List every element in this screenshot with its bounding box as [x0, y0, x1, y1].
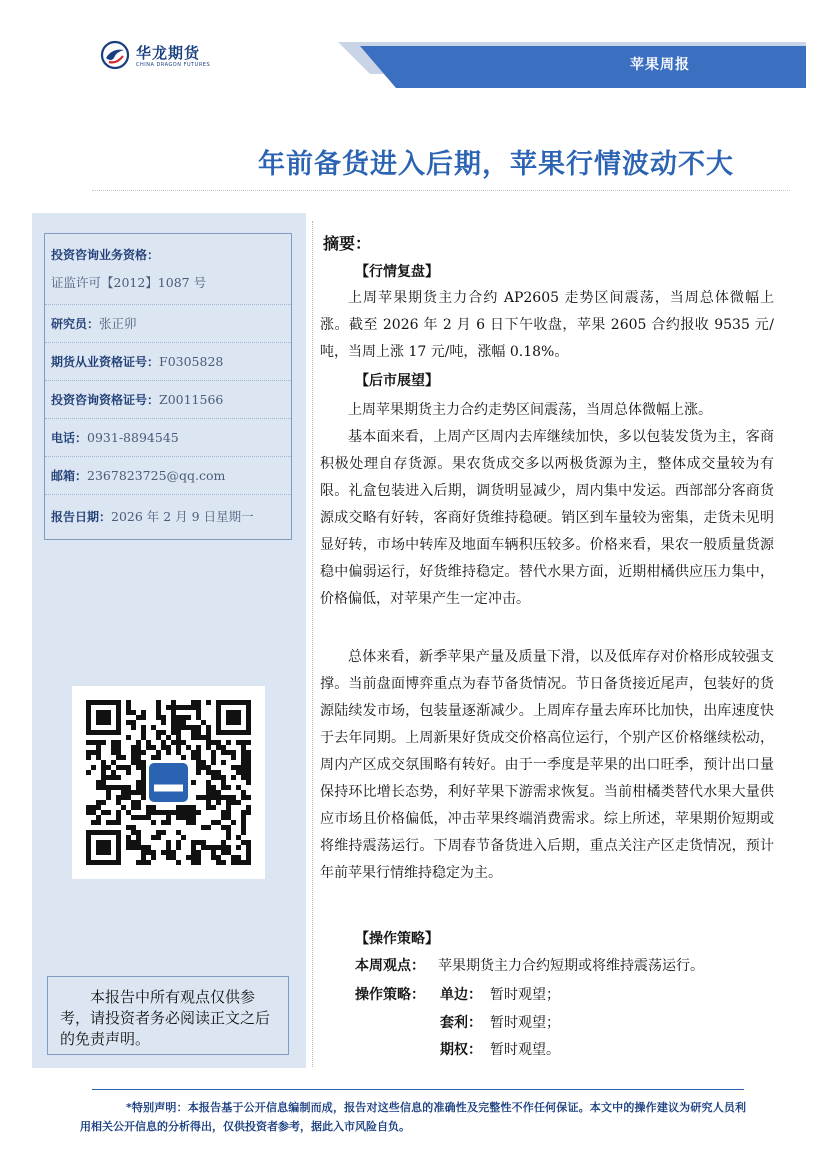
company-name: 华龙期货 — [136, 44, 201, 62]
report-type-label: 苹果周报 — [630, 57, 690, 73]
info-value: 证监许可【2012】1087 号 — [51, 275, 207, 290]
info-value: Z0011566 — [159, 391, 224, 407]
info-value: 张正卯 — [99, 315, 137, 331]
strategy-label: 操作策略： — [355, 987, 425, 1003]
info-row-researcher — [45, 305, 291, 343]
review-paragraph: 上周苹果期货主力合约 AP2605 走势区间震荡，当周总体微幅上涨。截至 2026 年 2 月 6 日下午收盘，苹果 2605 合约报收 9535 元/吨，当周上涨 17 元/吨，涨幅 0.18%。 — [320, 290, 774, 360]
title-divider — [92, 190, 790, 191]
arbitrage-label: 套利： — [440, 1015, 482, 1031]
info-row-consulting-license — [45, 381, 291, 419]
info-value: F0305828 — [159, 353, 224, 369]
info-row-futures-license — [45, 343, 291, 381]
info-row-report-date — [45, 495, 291, 539]
info-label: 报告日期： — [51, 510, 112, 524]
info-label: 投资咨询业务资格： — [51, 248, 160, 262]
info-row-email — [45, 457, 291, 495]
info-row-phone — [45, 419, 291, 457]
abstract-title: 摘要： — [323, 234, 372, 253]
options-text: 暂时观望。 — [490, 1042, 560, 1058]
footer-divider — [92, 1089, 744, 1090]
arbitrage-text: 暂时观望； — [490, 1015, 560, 1031]
main-divider — [312, 221, 313, 1067]
wechat-qr-code-icon — [72, 686, 265, 879]
info-value: 2367823725@qq.com — [87, 467, 226, 483]
options-label: 期权： — [440, 1042, 482, 1058]
info-label: 研究员： — [51, 316, 100, 331]
outlook-paragraph: 总体来看，新季苹果产量及质量下滑，以及低库存对价格形成较强支撑。当前盘面博弈重点为春节备货情况。节日备货接近尾声，包装好的货源陆续发市场，包装量逐渐减少。上周库存量去库环比加快，出库速度快于去年同期。上周新果好货成交价格高位运行，个别产区价格继续松动，周内产区成交氛围略有转好。由于一季度是苹果的出口旺季，预计出口量保持环比增长态势，利好苹果下游需求恢复。当前柑橘类替代水果大量供应市场且价格偏低，冲击苹果终端消费需求。综上所述，苹果期价短期或将维持震荡运行。下周春节备货进入后期，重点关注产区走货情况，预计年前苹果行情维持稳定为主。 — [320, 649, 774, 881]
info-row-qualification — [45, 234, 291, 305]
dragon-logo-icon — [100, 40, 130, 70]
info-label: 电话： — [51, 430, 88, 445]
strategy-heading: 【操作策略】 — [355, 931, 439, 947]
outlook-heading: 【后市展望】 — [355, 373, 439, 389]
info-value: 0931-8894545 — [87, 429, 179, 445]
info-value: 2026 年 2 月 9 日星期一 — [111, 509, 254, 524]
review-heading: 【行情复盘】 — [355, 264, 439, 280]
company-name-en: CHINA DRAGON FUTURES — [136, 62, 211, 68]
company-logo — [100, 40, 210, 76]
view-label: 本周观点： — [355, 958, 425, 974]
info-label: 期货从业资格证号： — [51, 354, 160, 369]
unilateral-text: 暂时观望； — [490, 987, 560, 1003]
unilateral-label: 单边： — [440, 987, 482, 1003]
view-text: 苹果期货主力合约短期或将维持震荡运行。 — [438, 958, 704, 974]
analyst-info-box — [44, 233, 292, 540]
wechat-qr-code — [72, 686, 265, 879]
outlook-paragraph: 上周苹果期货主力合约走势区间震荡，当周总体微幅上涨。 — [348, 402, 712, 418]
report-title: 年前备货进入后期，苹果行情波动不大 — [258, 149, 734, 180]
outlook-paragraph: 基本面来看，上周产区周内去库继续加快，多以包装发货为主，客商积极处理自存货源。果农货成交多以两极货源为主，整体成交量较为有限。礼盒包装进入后期，调货明显减少，周内集中发运。西部部分客商货源成交略有好转，客商好货维持稳硬。销区到车量较为密集，走货未见明显好转，市场中转库及地面车辆积压较多。价格来看，果农一般质量货源稳中偏弱运行，好货维持稳定。替代水果方面，近期柑橘供应压力集中，价格偏低，对苹果产生一定冲击。 — [320, 429, 774, 607]
info-label: 投资咨询资格证号： — [51, 392, 160, 407]
sidebar-disclaimer: 本报告中所有观点仅供参考，请投资者务必阅读正文之后的免责声明。 — [47, 976, 289, 1055]
info-label: 邮箱： — [51, 468, 88, 483]
special-statement: *特别声明：本报告基于公开信息编制而成，报告对这些信息的准确性及完整性不作任何保证。本文中的操作建议为研究人员利用相关公开信息的分析得出，仅供投资者参考，据此入市风险自负。 — [80, 1101, 746, 1133]
